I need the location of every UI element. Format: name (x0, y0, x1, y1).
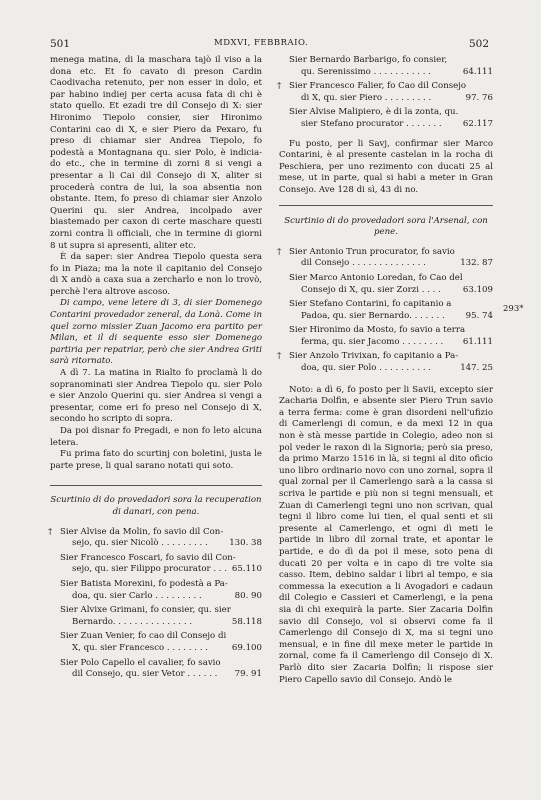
right-page-number: 502 (469, 38, 490, 50)
right-column (279, 55, 493, 686)
candidate-name: Sier Antonio Trun procurator, fo savio (289, 246, 455, 257)
vote-count: 61.111 (462, 336, 493, 347)
vote-count: 147. 25 (460, 363, 493, 374)
candidate-line (60, 669, 262, 681)
paragraph: A dì 7. La matina in Rialto fo proclamà li do sopranominati sier Andrea Tiepolo qu. sier Polo e sier Anzolo Querini qu. sier Andrea si vengi a presentar, come eri fo preso nel Consejo di X, secondo ho scripto di sopra. (50, 368, 262, 425)
candidate-line (289, 258, 493, 270)
candidate-name: Sier Francesco Foscari, fo savio dil Con- (60, 552, 236, 563)
scrutiny-list (50, 527, 262, 681)
vote-count: 58.118 (231, 616, 262, 627)
vote-count: 65.110 (231, 564, 262, 575)
candidate-detail: sejo, qu. sier Nicolò . . . . . . . . . (72, 538, 208, 549)
candidate-detail: X, qu. sier Francesco . . . . . . . . (72, 642, 208, 653)
candidate-line (60, 643, 262, 655)
candidate-detail: doa, qu. sier Polo . . . . . . . . . . (301, 363, 432, 374)
dagger-mark: † (277, 246, 282, 257)
scrutiny-entry (279, 55, 493, 78)
left-page-number: 501 (50, 38, 71, 50)
candidate-name: Sier Marco Antonio Loredan, fo Cao del (289, 272, 463, 283)
scrutiny-list (279, 55, 493, 131)
candidate-name: Sier Stefano Contarini, fo capitanio a (289, 299, 452, 310)
dagger-mark: † (277, 81, 282, 92)
scrutiny-list (279, 247, 493, 375)
vote-count: 64.111 (462, 66, 493, 77)
candidate-line (60, 617, 262, 629)
candidate-name: Sier Alvise Malipiero, è di la zonta, qu. (289, 107, 459, 118)
scrutiny-entry (50, 658, 262, 681)
scrutiny-entry (50, 527, 262, 550)
vote-count: 79. 91 (234, 669, 262, 680)
candidate-detail: dil Consejo, qu. sier Vetor . . . . . . (72, 669, 218, 680)
section-title: Scurtinio di do provedadori sora l'Arsenal, con pene. (284, 215, 488, 238)
margin-note: 293* (503, 304, 524, 314)
candidate-line (289, 337, 493, 349)
candidate-line (60, 564, 262, 576)
paragraph: Di campo, vene letere di 3, di sier Domenego Contarini provedador zeneral, da Lonà. Come in quel zorno missier Zuan Jacomo era partito per Milan, et il di sequente esso sier Domenego partiria per repatriar, però che sier Andrea Griti sarà ritornato. (50, 298, 262, 367)
candidate-name: Sier Hironimo da Mosto, fo savio a terra (289, 325, 466, 336)
candidate-detail: di X, qu. sier Piero . . . . . . . . . (301, 92, 432, 103)
vote-count: 62.117 (462, 118, 493, 129)
candidate-line (289, 93, 493, 105)
dagger-mark: † (277, 351, 282, 362)
running-header: MDXVI, FEBBRAIO. (214, 38, 309, 48)
vote-count: 80. 90 (234, 590, 262, 601)
scrutiny-entry (279, 107, 493, 130)
candidate-name: Sier Bernardo Barbarigo, fo consier, (289, 55, 448, 65)
candidate-detail: Consejo di X, qu. sier Zorzi . . . . (301, 284, 441, 295)
candidate-line (289, 119, 493, 131)
candidate-detail: ferma, qu. sier Jacomo . . . . . . . . (301, 336, 444, 347)
candidate-detail: sier Stefano procurator . . . . . . . (301, 118, 442, 129)
candidate-detail: Bernardo. . . . . . . . . . . . . . . (72, 616, 193, 627)
scrutiny-entry (279, 81, 493, 104)
paragraph: È da saper: sier Andrea Tiepolo questa sera fo in Piaza; ma la note il capitanio del Consejo di X andò a caxa sua a zercharlo e non lo trovò, perchè l'era altrove ascoso. (50, 252, 262, 297)
candidate-line (289, 285, 493, 297)
candidate-detail: Padoa, qu. sier Bernardo. . . . . . . (301, 310, 445, 321)
divider (279, 205, 493, 206)
paragraph: Fu posto, per li Savj, confirmar sier Marco Contarini, è al presente castelan in la rocha di Peschiera, per uno rezimento con ducati 25 al mese, ut in parte, qual si habi a meter in Gran Consejo. Ave 128 di sì, 43 di no. (279, 138, 493, 195)
divider (50, 485, 262, 486)
candidate-name: Sier Polo Capello el cavalier, fo savio (60, 657, 221, 668)
scrutiny-entry (279, 299, 493, 322)
paragraph: Da poi disnar fo Pregadi, e non fo leto alcuna letera. (50, 426, 262, 448)
candidate-name: Sier Alvise da Molin, fo savio dil Con- (60, 526, 224, 537)
scrutiny-entry (279, 351, 493, 374)
candidate-name: Sier Batista Morexini, fo podestà a Pa- (60, 578, 228, 589)
vote-count: 130. 38 (229, 538, 262, 549)
candidate-detail: qu. Serenissimo . . . . . . . . . . . (301, 66, 431, 77)
candidate-line (289, 311, 493, 323)
candidate-name: Sier Zuan Venier, fo cao dil Consejo di (60, 631, 227, 642)
paragraph: Fu prima fato do scurtinj con boletini, justa le parte prese, li qual sarano notati qui soto. (50, 449, 262, 471)
candidate-name: Sier Alvixe Grimani, fo consier, qu. sier (60, 605, 231, 616)
candidate-name: Sier Francesco Falier, fo Cao dil Consejo (289, 81, 467, 92)
paragraph: menega matina, di la maschara tajò il viso a la dona etc. Et fo cavato di preson Cardin Caodivacha retenuto, per non esser in dolo, et par habino indiej per certa acusa fata di chi è stato quello. Et ezadi tre dil Consejo di X: sier Hironimo Tiepolo consier, sier Hironimo Contarini cao di X, e sier Piero da Pexaro, fu preso di chiamar sier Andrea Tiepolo, fo podestà a Montagnana qu. sier Polo, è indicia-do etc., che in termine di zorni 8 si vengi a presentar a li Cai dil Consejo di X, aliter si procederà contra de lui, la soa absentia non obstante. Item, fo preso di chiamar sier Anzolo Querini qu. sier Andrea, incolpado aver biastemado per caxon di certe maschare questi zorni contra li officiali, che in termine di giorni 8 ut supra si apresenti, aliter etc. (50, 55, 262, 251)
scrutiny-entry (50, 553, 262, 576)
candidate-line (60, 591, 262, 603)
paragraph: Noto: a dì 6, fo posto per li Savii, excepto sier Zacharia Dolfin, e absente sier Piero Trun savio a terra ferma: come è gran disordeni nell'ufizio di Camerlengi di comun, e da mexi 12 in qua non è stà messe partide in Colegio, adeo non si pol veder le raxon di la Signoria; però sia preso, da primo Marzo 1516 in là, si tegni al dito oficio uno libro ordinario novo con uno zornal, sopra il qual zornal per il Camerlengo sarà a la cassa si scriva le partide e più non si tegni mensuali, et Zuan di Camerlengi tegni uno non scrivan, qual tegni il libro come lui tien, el qual senti et sii presente al Camerlengo, et ogni dì meti le partide in libro dil zornal trate, et apontar le partide, e do dì da poi il mese, soto pena di ducati 20 per volta e in capo di tre volte sia casso. Item, debino saldar i libri al tempo, e sia commessa la execution a li Avogadori e cadaun dil Colegio e Cassieri et Camerlengi, e la pena sia di chi exequirà la parte. Sier Zacaria Dolfin savio dil Consejo, vol si observi come fa il Camerlengo dil Consejo di X, ma si tegni uno mensual, e in fine dil mexe meter le partide in zornal, come fa il Camerlengo dil Consejo di X. Parlò dito sier Zacaria Dolfin; li rispose sier Piero Capello savio dil Consejo. Andò le (279, 384, 493, 685)
scrutiny-entry (50, 631, 262, 654)
vote-count: 132. 87 (460, 258, 493, 269)
candidate-line (289, 67, 493, 79)
candidate-line (289, 363, 493, 375)
candidate-detail: doa, qu. sier Carlo . . . . . . . . . (72, 590, 202, 601)
candidate-line (60, 538, 262, 550)
candidate-detail: sejo, qu. sier Filippo procurator . . . (72, 564, 227, 575)
vote-count: 69.100 (231, 642, 262, 653)
scrutiny-entry (279, 247, 493, 270)
scrutiny-entry (50, 579, 262, 602)
vote-count: 63.109 (462, 284, 493, 295)
scrutiny-entry (279, 273, 493, 296)
candidate-detail: dil Consejo . . . . . . . . . . . . . . (301, 258, 426, 269)
scrutiny-entry (279, 325, 493, 348)
dagger-mark: † (48, 526, 53, 537)
vote-count: 95. 74 (465, 310, 493, 321)
candidate-name: Sier Anzolo Trivixan, fo capitanio a Pa- (289, 351, 459, 362)
left-column (50, 55, 262, 684)
section-title: Scurtinio di do provedadori sora la recuperation di danari, con pena. (50, 495, 262, 517)
vote-count: 97. 76 (465, 92, 493, 103)
scrutiny-entry (50, 605, 262, 628)
